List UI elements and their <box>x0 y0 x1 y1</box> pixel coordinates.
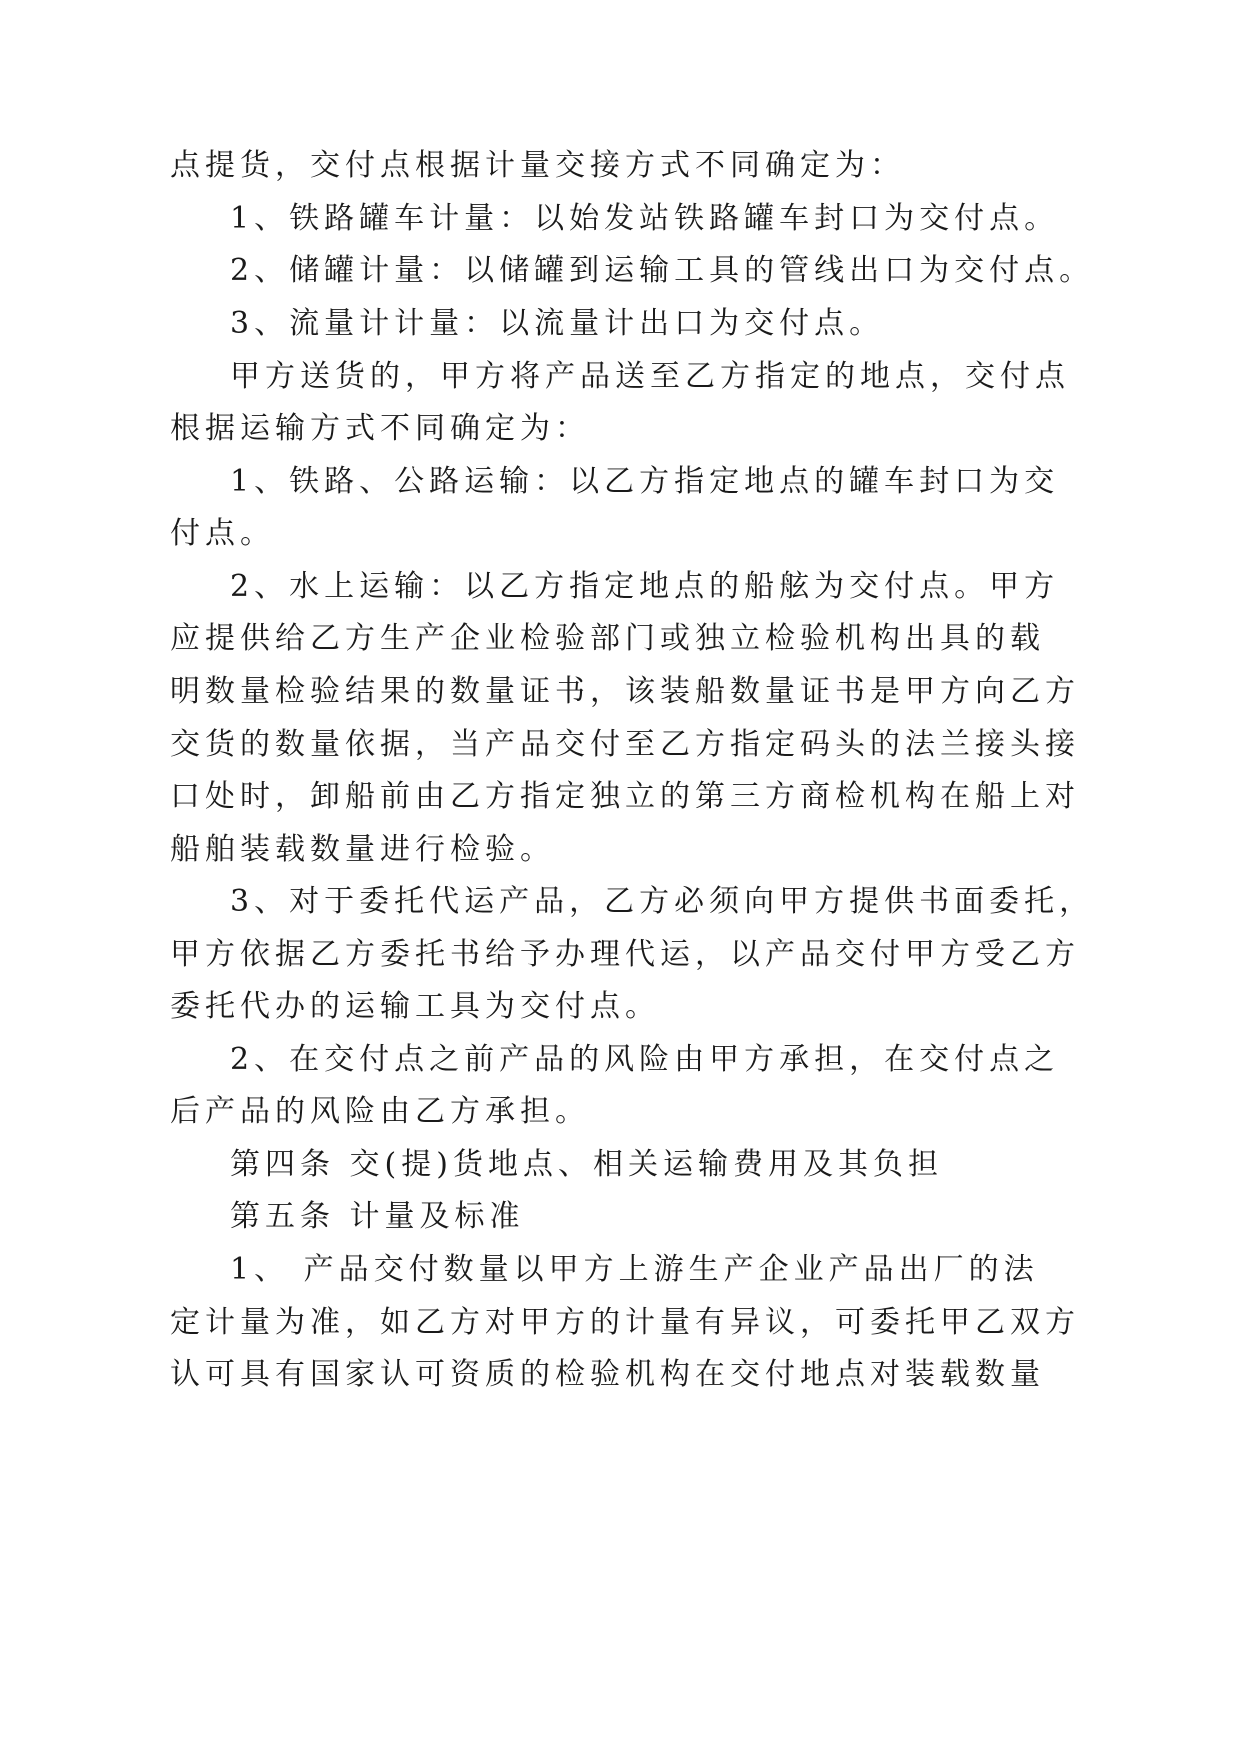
text-line: 交货的数量依据，当产品交付至乙方指定码头的法兰接头接 <box>170 727 1080 762</box>
text-line: 船舶装载数量进行检验。 <box>170 832 555 867</box>
text-line: 3、流量计计量：以流量计出口为交付点。 <box>230 306 885 341</box>
text-line: 1、铁路罐车计量：以始发站铁路罐车封口为交付点。 <box>230 201 1060 236</box>
text-line: 1、 产品交付数量以甲方上游生产企业产品出厂的法 <box>230 1252 1039 1287</box>
text-line: 根据运输方式不同确定为： <box>170 411 590 446</box>
text-line: 明数量检验结果的数量证书，该装船数量证书是甲方向乙方 <box>170 674 1080 709</box>
text-line: 2、储罐计量：以储罐到运输工具的管线出口为交付点。 <box>230 253 1095 288</box>
text-line: 1、铁路、公路运输：以乙方指定地点的罐车封口为交 <box>230 464 1060 499</box>
text-line: 后产品的风险由乙方承担。 <box>170 1094 590 1129</box>
text-line: 应提供给乙方生产企业检验部门或独立检验机构出具的载 <box>170 621 1045 656</box>
text-line: 委托代办的运输工具为交付点。 <box>170 989 660 1024</box>
section-heading: 第五条 计量及标准 <box>230 1199 525 1234</box>
text-line: 2、水上运输：以乙方指定地点的船舷为交付点。甲方 <box>230 569 1060 604</box>
text-line: 甲方依据乙方委托书给予办理代运，以产品交付甲方受乙方 <box>170 937 1080 972</box>
text-line: 定计量为准，如乙方对甲方的计量有异议，可委托甲乙双方 <box>170 1305 1080 1340</box>
text-line: 口处时，卸船前由乙方指定独立的第三方商检机构在船上对 <box>170 779 1080 814</box>
text-line: 认可具有国家认可资质的检验机构在交付地点对装载数量 <box>170 1357 1045 1392</box>
text-line: 点提货，交付点根据计量交接方式不同确定为： <box>170 148 905 183</box>
section-heading: 第四条 交(提)货地点、相关运输费用及其负担 <box>230 1147 943 1182</box>
text-line: 付点。 <box>170 516 275 551</box>
text-line: 3、对于委托代运产品，乙方必须向甲方提供书面委托， <box>230 884 1095 919</box>
text-line: 甲方送货的，甲方将产品送至乙方指定的地点，交付点 <box>230 359 1070 394</box>
text-line: 2、在交付点之前产品的风险由甲方承担，在交付点之 <box>230 1042 1060 1077</box>
